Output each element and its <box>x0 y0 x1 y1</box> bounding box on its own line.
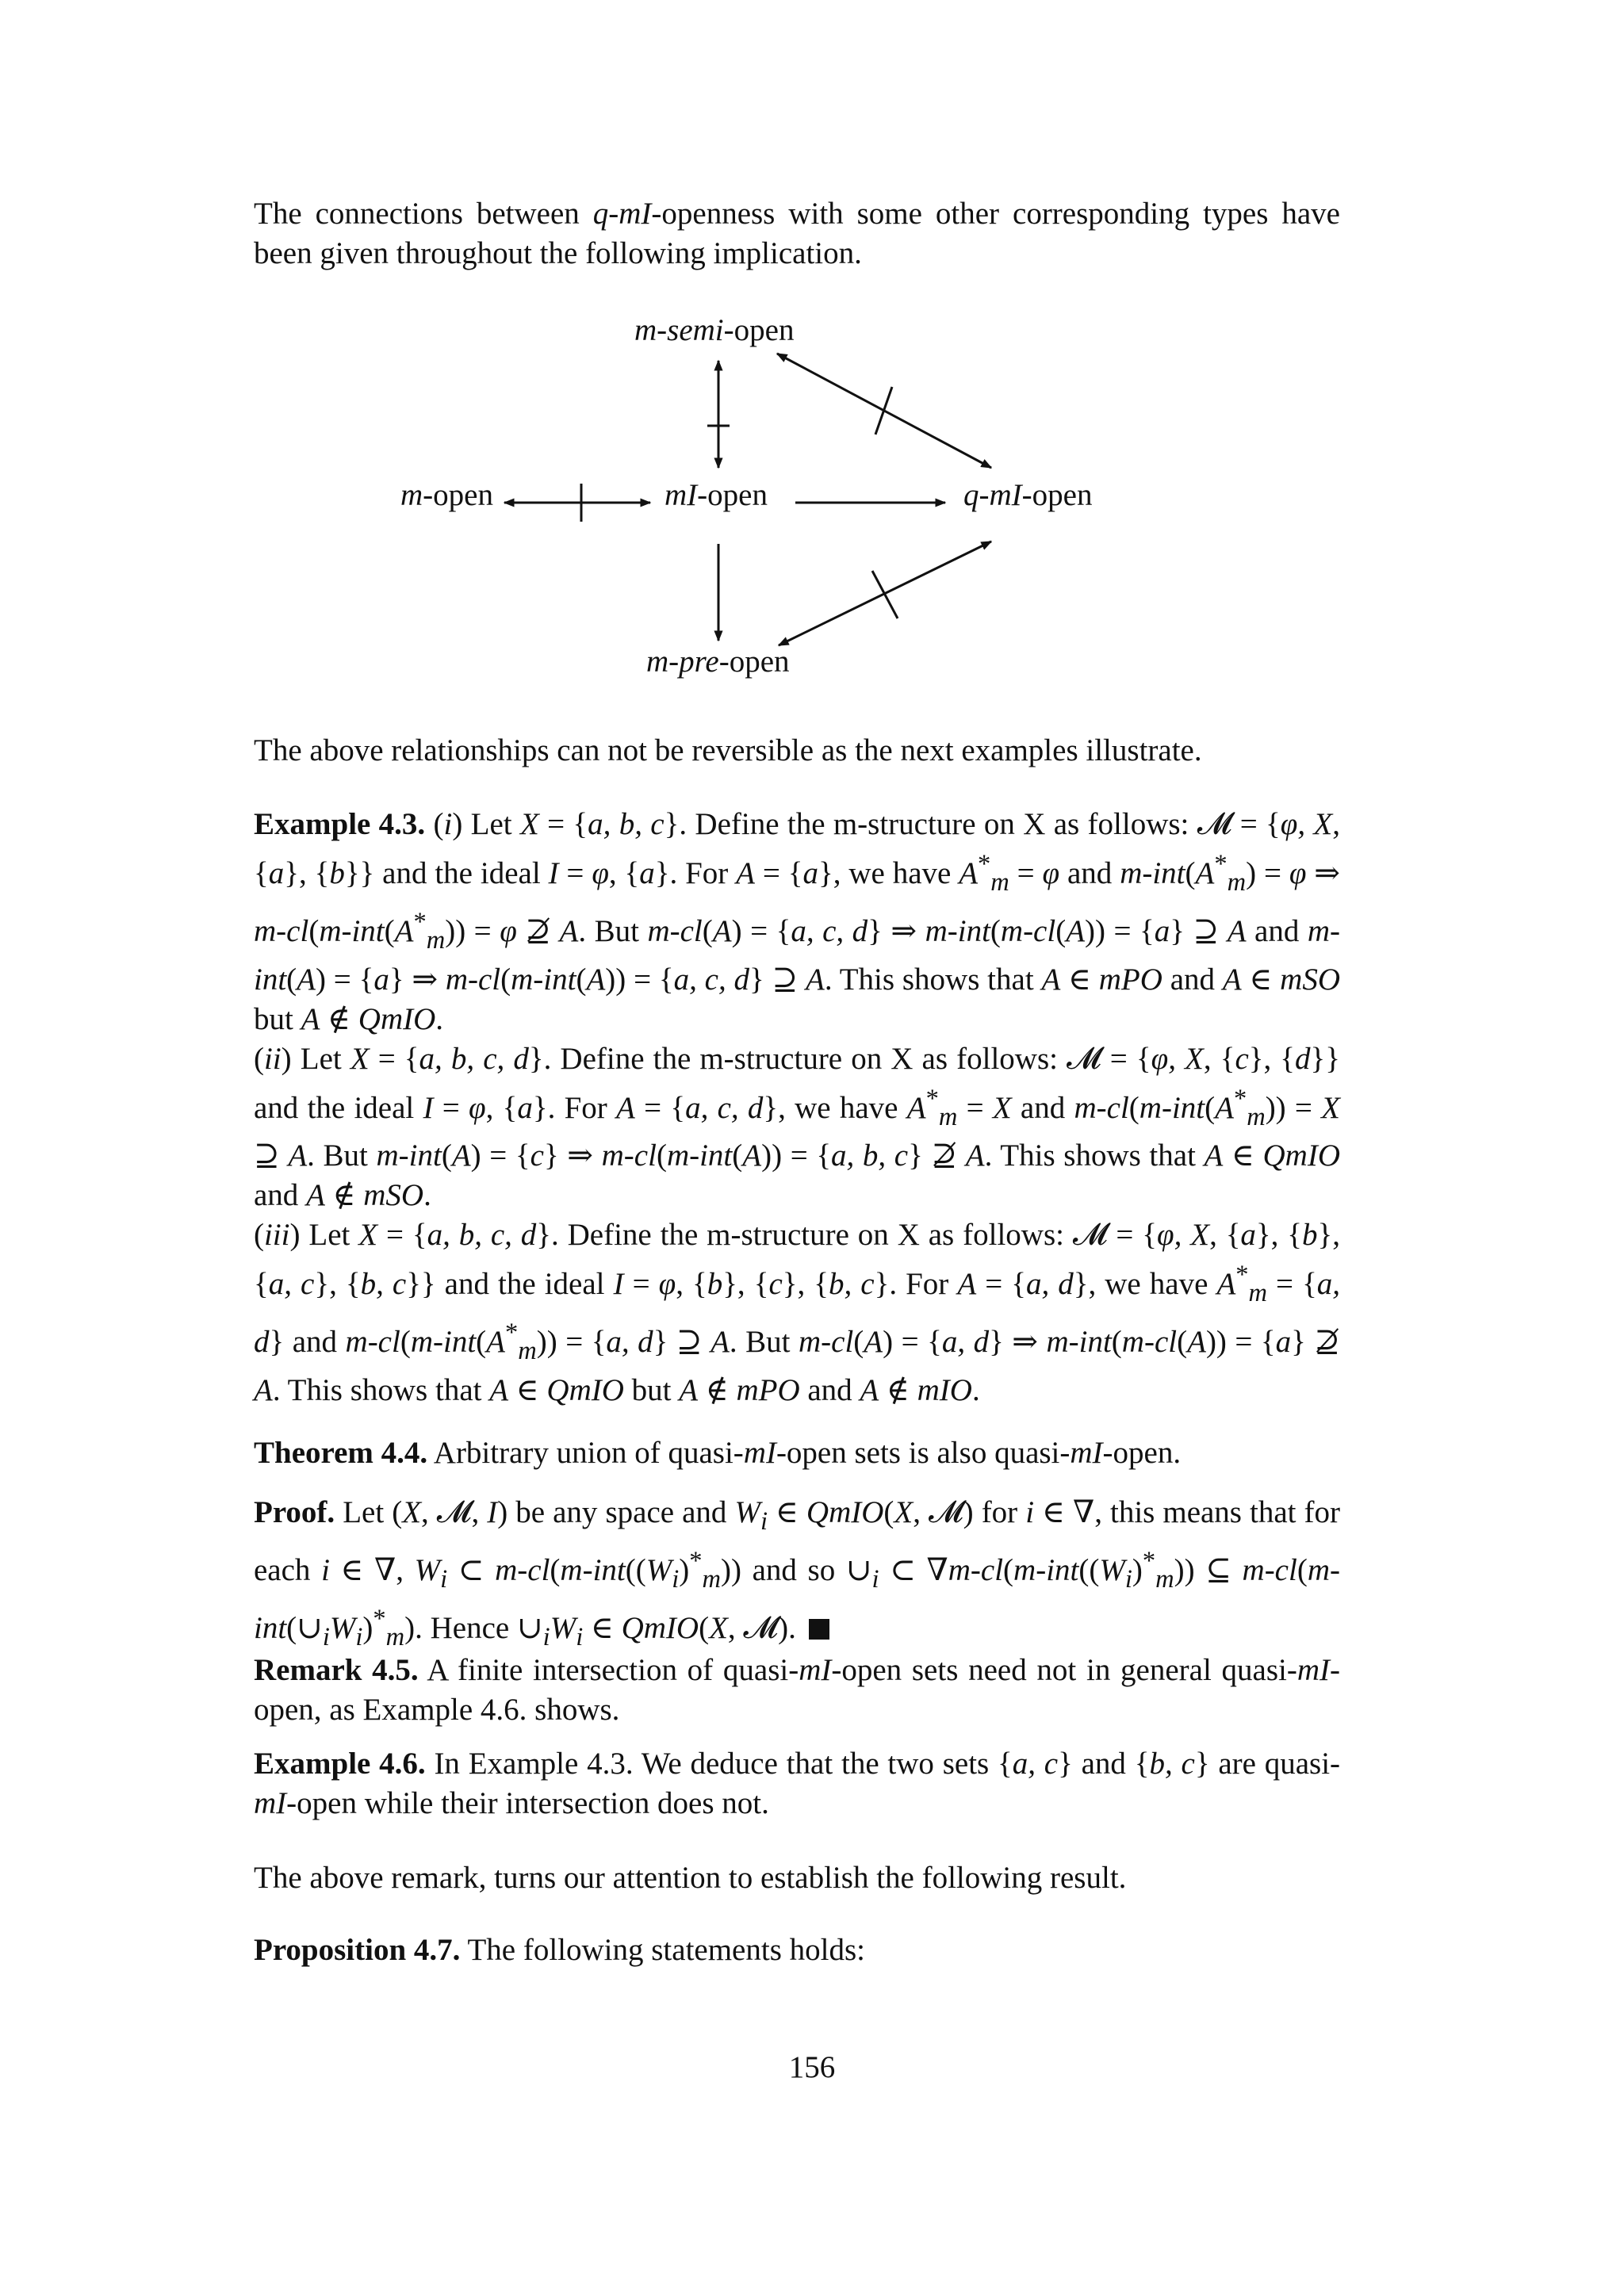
after-diagram-paragraph <box>254 731 1340 771</box>
negation-tick-mpreopen-qmIopen <box>872 571 898 618</box>
proposition-4-7-text: The following statements holds: <box>467 1933 865 1967</box>
node-mI-open: mI-open <box>665 478 768 512</box>
node-q-mI-open: q-mI-open <box>963 478 1093 512</box>
example-4-6-text: In Example 4.3. We deduce that the two sets {a, c} and {b, c} are quasi-mI-open while their intersection does not. <box>254 1747 1341 1820</box>
proposition-4-7 <box>254 1931 1340 1970</box>
example-4-3-part-ii: (ii) Let X = {a, b, c, d}. Define the m-structure on X as follows: 𝓜 = {φ, X, {c}, {d}} and the ideal I = φ, {a}. For A = {a, c, d}, we have $A^*_m = X$ and $m-cl(m-int(A^*_m)) = X$ ⊇ A. But m-int(A) = {c} ⇒ m-cl(m-int(A)) = {a, b, c} ⊉ A. This shows that A ∈ QmIO and A ∉ mSO. <box>254 1041 1340 1213</box>
page-number: 156 <box>788 2050 836 2084</box>
remark-text: The above remark, turns our attention to establish the following result. <box>254 1861 1127 1895</box>
intro-paragraph <box>254 194 1340 274</box>
proof-label: Proof. <box>254 1495 335 1529</box>
proof-text: Let (X, 𝓜, I) be any space and $W_i$ ∈ QmIO(X, 𝓜) for i ∈ ∇, this means that for each i ∈ ∇, $W_i$ ⊂ $m-cl(m-int((W_i)^*_m))$ and so $\cup_i$ ⊂ $\nabla m-cl(m-int((W_i)^*_m))$ ⊆ $m-cl(m-int(\cup_iW_i)^*_m)$. Hence $\cup_iW_i$ ∈ QmIO(X, 𝓜). <box>254 1495 1340 1651</box>
example-4-3-part-i: (i) Let X = {a, b, c}. Define the m-structure on X as follows: 𝓜 = {φ, X, {a}, {b}} and the ideal I = φ, {a}. For A = {a}, we have $A^*_m = \varphi$ and $m-int(A^*_m) = \varphi$ ⇒ $m-cl(m-int(A^*_m)) = \varphi$ ⊉ A. But m-cl(A) = {a, c, d} ⇒ m-int(m-cl(A)) = {a} ⊇ A and m-int(A) = {a} ⇒ m-cl(m-int(A)) = {a, c, d} ⊇ A. This shows that A ∈ mPO and A ∈ mSO but A ∉ QmIO. <box>254 807 1341 1036</box>
example-4-3 <box>254 805 1340 1410</box>
arrow-mpreopen-qmIopen <box>779 541 991 645</box>
remark-paragraph <box>254 1858 1340 1898</box>
theorem-4-4-label: Theorem 4.4. <box>254 1436 428 1470</box>
node-m-open: m-open <box>400 478 493 512</box>
example-4-6 <box>254 1744 1340 1823</box>
example-4-6-label: Example 4.6. <box>254 1747 426 1781</box>
qed-square-icon <box>809 1619 829 1640</box>
arrow-msemiopen-qmIopen <box>777 354 991 468</box>
example-4-3-part-iii: (iii) Let X = {a, b, c, d}. Define the m-structure on X as follows: 𝓜 = {φ, X, {a}, {b}, {a, c}, {b, c}} and the ideal I = φ, {b}, {c}, {b, c}. For A = {a, d}, we have $A^*_m = \{a$, d} and $m-cl(m-int(A^*_m)) = \{a$, d} ⊇ A. But m-cl(A) = {a, d} ⇒ m-int(m-cl(A)) = {a} ⊉ A. This shows that A ∈ QmIO but A ∉ mPO and A ∉ mIO. <box>254 1218 1341 1407</box>
after-diagram-text: The above relationships can not be reversible as the next examples illustrate. <box>254 733 1202 767</box>
negation-tick-msemiopen-qmIopen <box>875 387 892 434</box>
node-m-pre-open: m-pre-open <box>646 645 790 679</box>
node-m-semi-open: m-semi-open <box>634 313 795 347</box>
proof <box>254 1493 1340 1656</box>
remark-4-5 <box>254 1651 1340 1730</box>
remark-4-5-text: A finite intersection of quasi-mI-open sets need not in general quasi-mI-open, as Example 4.6. shows. <box>254 1653 1340 1727</box>
proposition-4-7-label: Proposition 4.7. <box>254 1933 461 1967</box>
intro-text: The connections between q-mI-openness with some other corresponding types have been given throughout the following implication. <box>254 197 1340 270</box>
theorem-4-4 <box>254 1433 1340 1473</box>
remark-4-5-label: Remark 4.5. <box>254 1653 419 1687</box>
example-4-3-label: Example 4.3. <box>254 807 426 841</box>
theorem-4-4-text: Arbitrary union of quasi-mI-open sets is also quasi-mI-open. <box>433 1436 1182 1470</box>
